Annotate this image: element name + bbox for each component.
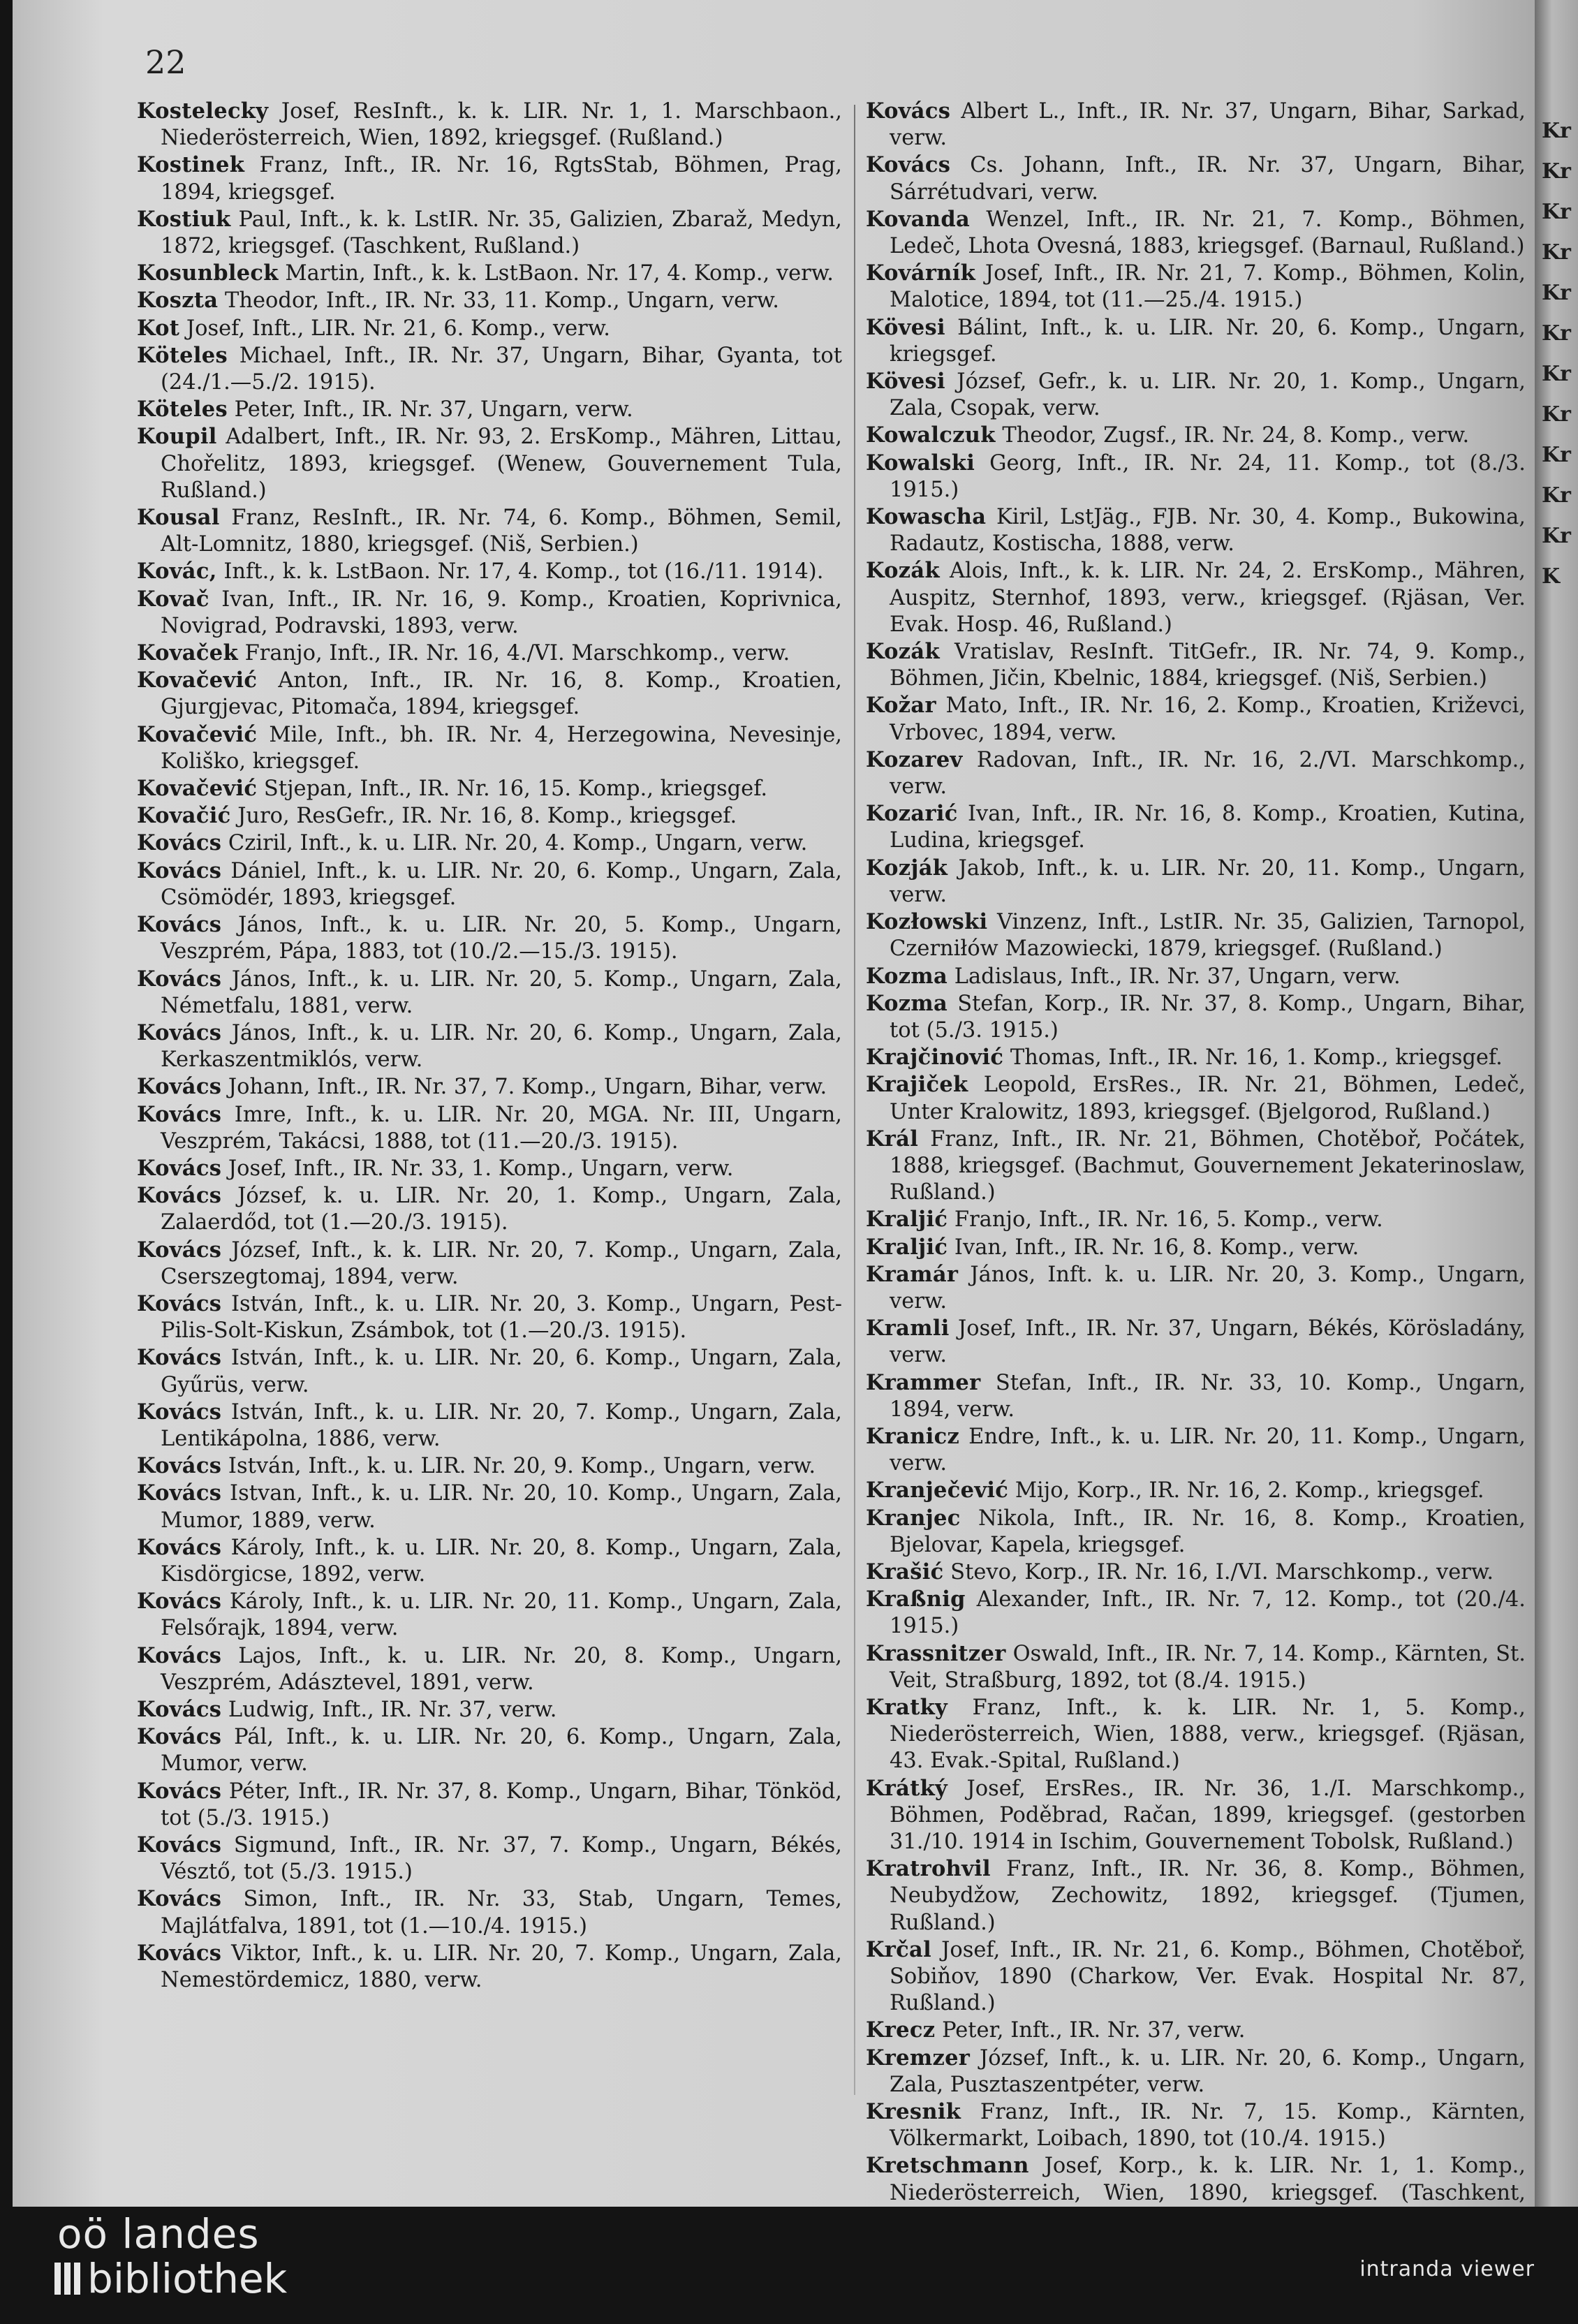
entry-surname: Krajčinović [866, 1045, 1004, 1071]
entry-details: Franz, Inft., IR. Nr. 7, 15. Komp., Kärnten, Völkermarkt, Loibach, 1890, tot (10./4. 1915.) [890, 2100, 1526, 2152]
directory-entry [137, 1290, 842, 1344]
entry-surname: Kowalski [866, 450, 975, 476]
directory-entry [137, 966, 842, 1020]
entry-details: Stevo, Korp., IR. Nr. 16, I./VI. Marschkomp., verw. [943, 1559, 1494, 1584]
entry-details: Istvan, Inft., k. u. LIR. Nr. 20, 10. Komp., Ungarn, Zala, Mumor, 1889, verw. [161, 1481, 842, 1533]
entry-details: Károly, Inft., k. u. LIR. Nr. 20, 11. Komp., Ungarn, Zala, Felsőrajk, 1894, verw. [161, 1589, 842, 1641]
directory-entry [137, 640, 842, 667]
entry-details: József, Inft., k. u. LIR. Nr. 20, 6. Komp., Ungarn, Zala, Pusztaszentpéter, verw. [890, 2045, 1526, 2097]
next-page-fragment: Kr [1542, 240, 1571, 265]
directory-entry [866, 909, 1526, 962]
entry-details: Peter, Inft., IR. Nr. 37, Ungarn, verw. [227, 397, 633, 422]
entry-details: Mijo, Korp., IR. Nr. 16, 2. Komp., kriegsgef. [1008, 1478, 1484, 1503]
directory-entry [137, 315, 842, 342]
entry-surname: Krammer [866, 1369, 981, 1395]
entry-details: Ivan, Inft., IR. Nr. 16, 8. Komp., Kroatien, Kutina, Ludina, kriegsgef. [890, 802, 1526, 853]
entry-surname: Kozma [866, 990, 948, 1016]
directory-entry [137, 858, 842, 911]
entry-surname: Kožar [866, 693, 936, 719]
entry-surname: Kovács [137, 1074, 222, 1100]
directory-entry [866, 855, 1526, 909]
entry-surname: Kozarić [866, 801, 958, 827]
directory-entry [866, 1586, 1526, 1640]
entry-surname: Kovács [137, 1399, 222, 1425]
entry-details: Josef, ResInft., k. k. LIR. Nr. 1, 1. Marschbaon., Niederösterreich, Wien, 1892, kriegsgef. (Rußland.) [161, 99, 842, 151]
entry-details: Oswald, Inft., IR. Nr. 7, 14. Komp., Kärnten, St. Veit, Straßburg, 1892, tot (8./4. 1915.) [890, 1641, 1526, 1693]
entry-details: István, Inft., k. u. LIR. Nr. 20, 3. Komp., Ungarn, Pest-Pilis-Solt-Kiskun, Zsámbok, tot (1.—20./3. 1915). [161, 1291, 842, 1344]
directory-entry [866, 1369, 1526, 1423]
directory-entry [866, 638, 1526, 692]
directory-entry [866, 1423, 1526, 1477]
entry-surname: Kovács [137, 1020, 222, 1045]
directory-entry [866, 2098, 1526, 2152]
logo-line2-row [54, 2255, 288, 2302]
directory-entry [866, 1477, 1526, 1504]
directory-entry [137, 1480, 842, 1534]
entry-surname: Kramár [866, 1261, 959, 1287]
entry-details: Adalbert, Inft., IR. Nr. 93, 2. ErsKomp., Mähren, Littau, Chořelitz, 1893, kriegsgef. (Wenew, Gouvernement Tula, Rußland.) [161, 425, 842, 503]
entry-surname: Král [866, 1126, 919, 1152]
entry-surname: Kranjec [866, 1505, 961, 1531]
directory-entry [866, 368, 1526, 422]
entry-surname: Kovác, [137, 559, 217, 584]
entry-surname: Kovačević [137, 721, 258, 747]
entry-surname: Köteles [137, 397, 228, 422]
directory-entry [137, 1642, 842, 1696]
directory-entry [137, 1832, 842, 1885]
scanned-page [13, 0, 1535, 2207]
directory-entry [866, 206, 1526, 260]
directory-entry [866, 1855, 1526, 1936]
entry-surname: Kratrohvil [866, 1856, 991, 1882]
entry-surname: Kovács [137, 858, 222, 883]
entry-details: Károly, Inft., k. u. LIR. Nr. 20, 8. Komp., Ungarn, Zala, Kisdörgicse, 1892, verw. [161, 1535, 842, 1587]
entry-surname: Kovács [137, 1886, 222, 1912]
entry-surname: Kraßnig [866, 1587, 966, 1612]
directory-entry [137, 504, 842, 558]
directory-entry [137, 1399, 842, 1452]
directory-entry [137, 721, 842, 775]
entry-details: Theodor, Inft., IR. Nr. 33, 11. Komp., Ungarn, verw. [218, 288, 779, 314]
entry-surname: Kovács [137, 1237, 222, 1263]
entry-details: Endre, Inft., k. u. LIR. Nr. 20, 11. Komp., Ungarn, verw. [890, 1424, 1526, 1476]
entry-details: István, Inft., k. u. LIR. Nr. 20, 6. Komp., Ungarn, Zala, Gyűrüs, verw. [161, 1346, 842, 1397]
next-page-fragment: Kr [1542, 443, 1571, 467]
entry-details: Juro, ResGefr., IR. Nr. 16, 8. Komp., kriegsgef. [230, 804, 737, 829]
entry-surname: Kozarev [866, 747, 963, 772]
entry-details: Dániel, Inft., k. u. LIR. Nr. 20, 6. Komp., Ungarn, Zala, Csömödér, 1893, kriegsgef. [161, 858, 842, 910]
directory-entry [137, 1155, 842, 1182]
directory-entry [866, 557, 1526, 638]
entry-details: Imre, Inft., k. u. LIR. Nr. 20, MGA. Nr. III, Ungarn, Veszprém, Takácsi, 1888, tot (11.—20./3. 1915). [161, 1102, 842, 1154]
entry-details: János, Inft. k. u. LIR. Nr. 20, 3. Komp., Ungarn, verw. [890, 1262, 1526, 1314]
next-page-fragment: Kr [1542, 483, 1571, 508]
directory-entry [866, 1126, 1526, 1207]
directory-entry [137, 1182, 842, 1236]
entry-details: Stefan, Inft., IR. Nr. 33, 10. Komp., Ungarn, 1894, verw. [890, 1370, 1526, 1422]
entry-details: Ivan, Inft., IR. Nr. 16, 8. Komp., verw. [947, 1235, 1359, 1260]
directory-entry [866, 422, 1526, 449]
directory-entry [866, 990, 1526, 1044]
entry-surname: Kovács [137, 1534, 222, 1560]
entry-details: Franz, Inft., IR. Nr. 16, RgtsStab, Böhmen, Prag, 1894, kriegsgef. [161, 153, 842, 205]
entry-surname: Kovačević [137, 668, 258, 693]
directory-entry [866, 1234, 1526, 1261]
entry-surname: Kranječević [866, 1478, 1009, 1503]
entry-details: József, Inft., k. k. LIR. Nr. 20, 7. Komp., Ungarn, Zala, Cserszegtomaj, 1894, verw. [161, 1237, 842, 1289]
directory-entry [137, 775, 842, 802]
directory-entry [137, 287, 842, 314]
directory-entry [137, 342, 842, 396]
entry-details: János, Inft., k. u. LIR. Nr. 20, 5. Komp., Ungarn, Zala, Németfalu, 1881, verw. [161, 966, 842, 1018]
entry-surname: Krašić [866, 1559, 944, 1584]
entry-surname: Kratky [866, 1694, 948, 1720]
entry-details: Anton, Inft., IR. Nr. 16, 8. Komp., Kroatien, Gjurgjevac, Pitomača, 1894, kriegsgef. [161, 668, 842, 720]
entry-details: Ludwig, Inft., IR. Nr. 37, verw. [221, 1697, 557, 1722]
directory-entry [137, 1237, 842, 1290]
next-page-fragment: Kr [1542, 119, 1571, 143]
directory-entry [866, 1640, 1526, 1694]
entry-surname: Kovačević [137, 776, 258, 802]
entry-surname: Kovač [137, 586, 209, 612]
entry-surname: Kovács [137, 1345, 222, 1371]
entry-surname: Kovács [137, 1589, 222, 1615]
entry-details: Pál, Inft., k. u. LIR. Nr. 20, 6. Komp., Ungarn, Zala, Mumor, verw. [161, 1725, 842, 1777]
directory-entry [866, 1505, 1526, 1559]
entry-details: Sigmund, Inft., IR. Nr. 37, 7. Komp., Ungarn, Békés, Vésztő, tot (5./3. 1915.) [161, 1833, 842, 1885]
next-page-fragment: Kr [1542, 524, 1571, 548]
directory-entry [866, 1775, 1526, 1856]
directory-entry [137, 1020, 842, 1073]
next-page-fragment: Kr [1542, 200, 1571, 224]
entry-details: Theodor, Zugsf., IR. Nr. 24, 8. Komp., verw. [995, 423, 1470, 448]
entry-surname: Kovács [137, 1480, 222, 1506]
directory-entry [137, 802, 842, 830]
directory-entry [137, 911, 842, 965]
directory-entry [866, 1315, 1526, 1369]
entry-surname: Köteles [137, 342, 228, 368]
entry-details: Vratislav, ResInft. TitGefr., IR. Nr. 74, 9. Komp., Böhmen, Jičin, Kbelnic, 1884, kriegsgef. (Niš, Serbien.) [890, 640, 1526, 691]
directory-entry [137, 396, 842, 423]
entry-details: Péter, Inft., IR. Nr. 37, 8. Komp., Ungarn, Bihar, Tönköd, tot (5./3. 1915.) [161, 1779, 842, 1830]
entry-surname: Kowalczuk [866, 422, 996, 448]
directory-entry [866, 2017, 1526, 2044]
entry-surname: Kranicz [866, 1423, 960, 1449]
entry-surname: Kovačić [137, 803, 231, 829]
entry-details: József, k. u. LIR. Nr. 20, 1. Komp., Ungarn, Zala, Zalaerdőd, tot (1.—20./3. 1915). [161, 1184, 842, 1235]
entry-surname: Kousal [137, 505, 220, 531]
directory-entry [137, 1696, 842, 1723]
entry-surname: Kremzer [866, 2045, 971, 2071]
column-divider [854, 105, 855, 2095]
entry-surname: Kovács [137, 966, 222, 992]
directory-entry [866, 1261, 1526, 1315]
entry-details: Josef, ErsRes., IR. Nr. 36, 1./I. Marschkomp., Böhmen, Poděbrad, Račan, 1899, kriegsgef. (gestorben 31./10. 1914 in Ischim, Gouvernement Tobolsk, Rußland.) [890, 1776, 1526, 1854]
entry-surname: Kovács [137, 1696, 222, 1722]
viewer-label[interactable]: intranda viewer [1359, 2257, 1535, 2281]
entry-details: Bálint, Inft., k. u. LIR. Nr. 20, 6. Komp., Ungarn, kriegsgef. [890, 315, 1526, 367]
directory-entry [866, 1559, 1526, 1586]
entry-surname: Kozłowski [866, 909, 988, 935]
entry-surname: Krassnitzer [866, 1640, 1006, 1666]
entry-details: Kiril, LstJäg., FJB. Nr. 30, 4. Komp., Bukowina, Radautz, Kostischa, 1888, verw. [890, 505, 1526, 557]
entry-details: Josef, Korp., k. k. LIR. Nr. 1, 1. Komp., Niederösterreich, Wien, 1890, kriegsgef. (Taschkent, [890, 2154, 1526, 2205]
entry-details: Alois, Inft., k. k. LIR. Nr. 24, 2. ErsKomp., Mähren, Auspitz, Sternhof, 1893, verw., kriegsgef. (Rjäsan, Ver. Evak. Hosp. 46, Rußland.) [890, 559, 1526, 637]
entry-details: Josef, Inft., IR. Nr. 33, 1. Komp., Ungarn, verw. [221, 1156, 734, 1181]
directory-entry [137, 1344, 842, 1398]
next-page-fragment: Kr [1542, 362, 1571, 386]
entry-surname: Kozma [866, 963, 948, 989]
entry-surname: Kozják [866, 855, 948, 881]
directory-entry [866, 1071, 1526, 1125]
entry-details: Vinzenz, Inft., LstIR. Nr. 35, Galizien, Tarnopol, Czerniłów Mazowiecki, 1879, kriegsgef. (Rußland.) [890, 910, 1526, 962]
entry-details: Josef, Inft., LIR. Nr. 21, 6. Komp., verw. [179, 316, 610, 341]
directory-entry [137, 1534, 842, 1588]
entry-details: István, Inft., k. u. LIR. Nr. 20, 9. Komp., Ungarn, verw. [221, 1454, 816, 1479]
entry-details: Martin, Inft., k. k. LstBaon. Nr. 17, 4. Komp., verw. [278, 261, 834, 286]
library-logo[interactable] [54, 2210, 288, 2302]
entry-details: Alexander, Inft., IR. Nr. 7, 12. Komp., tot (20./4. 1915.) [890, 1587, 1526, 1639]
right-column [866, 98, 1526, 2233]
entry-surname: Kovács [866, 98, 951, 124]
entry-details: Peter, Inft., IR. Nr. 37, verw. [935, 2018, 1246, 2043]
directory-entry [866, 1044, 1526, 1071]
entry-details: Josef, Inft., IR. Nr. 37, Ungarn, Békés, Körösladány, verw. [890, 1316, 1526, 1368]
entry-details: Albert L., Inft., IR. Nr. 37, Ungarn, Bihar, Sarkad, verw. [890, 99, 1526, 151]
entry-details: Simon, Inft., IR. Nr. 33, Stab, Ungarn, Temes, Majlátfalva, 1891, tot (1.—10./4. 1915.) [161, 1887, 842, 1939]
entry-details: Franjo, Inft., IR. Nr. 16, 4./VI. Marschkomp., verw. [237, 641, 790, 666]
directory-entry [137, 260, 842, 287]
directory-entry [866, 1206, 1526, 1233]
next-page-fragment: Kr [1542, 281, 1571, 305]
entry-surname: Kramli [866, 1316, 950, 1341]
directory-entry [137, 98, 842, 152]
entry-surname: Kovács [137, 1778, 222, 1804]
entry-surname: Kovács [137, 830, 222, 856]
entry-details: Josef, Inft., IR. Nr. 21, 6. Komp., Böhmen, Chotěboř, Sobiňov, 1890 (Charkow, Ver. Evak. Hospital Nr. 87, Rußland.) [890, 1937, 1526, 2016]
directory-entry [866, 747, 1526, 800]
entry-surname: Kostiuk [137, 206, 231, 232]
entry-details: Nikola, Inft., IR. Nr. 16, 8. Komp., Kroatien, Bjelovar, Kapela, kriegsgef. [890, 1506, 1526, 1557]
entry-surname: Krecz [866, 2017, 936, 2043]
entry-details: János, Inft., k. u. LIR. Nr. 20, 5. Komp., Ungarn, Veszprém, Pápa, 1883, tot (10./2.—15./3. 1915). [161, 913, 842, 964]
directory-entry [137, 1101, 842, 1155]
directory-entry [866, 450, 1526, 503]
directory-entry [866, 963, 1526, 990]
entry-details: Franz, Inft., IR. Nr. 21, Böhmen, Chotěboř, Počátek, 1888, kriegsgef. (Bachmut, Gouvernement Jekaterinoslaw, Rußland.) [890, 1126, 1526, 1205]
entry-surname: Kosunbleck [137, 260, 279, 286]
left-column [137, 98, 842, 1994]
entry-details: Mile, Inft., bh. IR. Nr. 4, Herzegowina, Nevesinje, Koliško, kriegsgef. [161, 722, 842, 774]
entry-surname: Kovárník [866, 260, 976, 286]
next-page-fragment: Kr [1542, 402, 1571, 427]
entry-surname: Kovács [137, 1183, 222, 1209]
entry-details: Cziril, Inft., k. u. LIR. Nr. 20, 4. Komp., Ungarn, verw. [221, 831, 808, 856]
entry-surname: Kovács [137, 1642, 222, 1668]
directory-entry [137, 1073, 842, 1101]
entry-surname: Kovács [137, 1940, 222, 1966]
directory-entry [137, 830, 842, 857]
entry-surname: Kövesi [866, 369, 945, 395]
page-number: 22 [145, 43, 186, 81]
directory-entry [866, 800, 1526, 854]
entry-details: István, Inft., k. u. LIR. Nr. 20, 7. Komp., Ungarn, Zala, Lentikápolna, 1886, verw. [161, 1399, 842, 1451]
directory-entry [866, 152, 1526, 205]
entry-details: Ladislaus, Inft., IR. Nr. 37, Ungarn, verw. [947, 964, 1401, 989]
directory-entry [866, 503, 1526, 557]
directory-entry [866, 1694, 1526, 1775]
entry-surname: Kovács [137, 1155, 222, 1181]
entry-surname: Kozák [866, 639, 940, 665]
entry-details: Johann, Inft., IR. Nr. 37, 7. Komp., Ungarn, Bihar, verw. [221, 1075, 827, 1100]
directory-entry [137, 1940, 842, 1994]
entry-details: József, Gefr., k. u. LIR. Nr. 20, 1. Komp., Ungarn, Zala, Csopak, verw. [890, 369, 1526, 421]
logo-line1: oö landes [57, 2210, 260, 2258]
entry-details: Leopold, ErsRes., IR. Nr. 21, Böhmen, Ledeč, Unter Kralowitz, 1893, kriegsgef. (Bjelgorod, Rußland.) [890, 1073, 1526, 1124]
directory-entry [866, 260, 1526, 314]
entry-details: Franjo, Inft., IR. Nr. 16, 5. Komp., verw. [947, 1207, 1383, 1233]
directory-entry [137, 1452, 842, 1480]
entry-details: Jakob, Inft., k. u. LIR. Nr. 20, 11. Komp., Ungarn, verw. [890, 855, 1526, 907]
entry-surname: Kostinek [137, 152, 245, 178]
directory-entry [137, 152, 842, 205]
entry-surname: Kowascha [866, 504, 987, 530]
logo-line2: bibliothek [87, 2255, 288, 2302]
entry-surname: Koupil [137, 424, 217, 450]
entry-details: Franz, ResInft., IR. Nr. 74, 6. Komp., Böhmen, Semil, Alt-Lomnitz, 1880, kriegsgef. (Niš, Serbien.) [161, 506, 842, 557]
entry-surname: Kovács [137, 1724, 222, 1750]
directory-entry [137, 1588, 842, 1642]
directory-entry [866, 98, 1526, 152]
entry-surname: Kovanda [866, 206, 971, 232]
directory-entry [137, 558, 842, 585]
entry-details: Georg, Inft., IR. Nr. 24, 11. Komp., tot (8./3. 1915.) [890, 450, 1526, 502]
entry-surname: Kovács [137, 1453, 222, 1479]
entry-surname: Kretschmann [866, 2153, 1029, 2179]
entry-surname: Kraljić [866, 1234, 948, 1260]
entry-details: Josef, Inft., IR. Nr. 21, 7. Komp., Böhmen, Kolin, Malotice, 1894, tot (11.—25./4. 1915.) [890, 261, 1526, 313]
entry-surname: Krajiček [866, 1072, 968, 1098]
entry-surname: Kostelecky [137, 98, 269, 124]
entry-details: Thomas, Inft., IR. Nr. 16, 1. Komp., kriegsgef. [1003, 1045, 1503, 1071]
directory-entry [137, 586, 842, 640]
directory-entry [137, 206, 842, 260]
entry-details: Stjepan, Inft., IR. Nr. 16, 15. Komp., kriegsgef. [257, 777, 768, 802]
directory-entry [137, 423, 842, 504]
directory-entry [866, 2045, 1526, 2098]
entry-details: Ivan, Inft., IR. Nr. 16, 9. Komp., Kroatien, Koprivnica, Novigrad, Podravski, 1893, verw. [161, 587, 842, 638]
entry-surname: Kövesi [866, 314, 945, 340]
directory-entry [137, 1885, 842, 1939]
entry-surname: Kovács [137, 912, 222, 938]
entry-surname: Kovács [866, 152, 951, 178]
entry-surname: Kovács [137, 1290, 222, 1316]
entry-details: Michael, Inft., IR. Nr. 37, Ungarn, Bihar, Gyanta, tot (24./1.—5./2. 1915). [161, 343, 842, 395]
entry-details: János, Inft., k. u. LIR. Nr. 20, 6. Komp., Ungarn, Zala, Kerkaszentmiklós, verw. [161, 1020, 842, 1073]
entry-surname: Kot [137, 315, 180, 341]
directory-entry [137, 1778, 842, 1832]
entry-details: Franz, Inft., IR. Nr. 36, 8. Komp., Böhmen, Neubydžow, Zechowitz, 1892, kriegsgef. (Tjumen, Rußland.) [890, 1857, 1526, 1935]
entry-details: Wenzel, Inft., IR. Nr. 21, 7. Komp., Böhmen, Ledeč, Lhota Ovesná, 1883, kriegsgef. (Barnaul, Rußland.) [890, 207, 1526, 259]
next-page-fragment: K [1542, 564, 1561, 589]
entry-details: Viktor, Inft., k. u. LIR. Nr. 20, 7. Komp., Ungarn, Zala, Nemestördemicz, 1880, verw. [161, 1941, 842, 1993]
entry-surname: Koszta [137, 288, 219, 314]
next-page-fragment: Kr [1542, 159, 1571, 184]
entry-surname: Kraljić [866, 1207, 948, 1233]
next-page-fragment: Kr [1542, 321, 1571, 346]
entry-surname: Kozák [866, 558, 940, 584]
entry-details: Lajos, Inft., k. u. LIR. Nr. 20, 8. Komp., Ungarn, Veszprém, Adásztevel, 1891, verw. [161, 1643, 842, 1695]
entry-details: Radovan, Inft., IR. Nr. 16, 2./VI. Marschkomp., verw. [890, 747, 1526, 800]
directory-entry [866, 1936, 1526, 2017]
directory-entry [866, 314, 1526, 368]
entry-details: Inft., k. k. LstBaon. Nr. 17, 4. Komp., tot (16./11. 1914). [216, 559, 824, 584]
entry-surname: Kovács [137, 1101, 222, 1127]
directory-entry [866, 692, 1526, 746]
next-page-edge [1535, 0, 1578, 2207]
entry-surname: Krátký [866, 1775, 948, 1801]
entry-surname: Krčal [866, 1936, 931, 1962]
entry-details: Stefan, Korp., IR. Nr. 37, 8. Komp., Ungarn, Bihar, tot (5./3. 1915.) [890, 991, 1526, 1043]
entry-details: Mato, Inft., IR. Nr. 16, 2. Komp., Kroatien, Križevci, Vrbovec, 1894, verw. [890, 693, 1526, 745]
entry-surname: Kovaček [137, 640, 238, 666]
directory-entry [137, 667, 842, 721]
directory-entry [137, 1723, 842, 1777]
entry-details: Paul, Inft., k. k. LstIR. Nr. 35, Galizien, Zbaraž, Medyn, 1872, kriegsgef. (Taschkent, Rußland.) [161, 207, 842, 259]
logo-bars-icon [54, 2263, 80, 2295]
entry-surname: Kresnik [866, 2099, 961, 2125]
entry-details: Cs. Johann, Inft., IR. Nr. 37, Ungarn, Bihar, Sárrétudvari, verw. [890, 153, 1526, 205]
entry-details: Franz, Inft., k. k. LIR. Nr. 1, 5. Komp., Niederösterreich, Wien, 1888, verw., kriegsgef. (Rjäsan, 43. Evak.-Spital, Rußland.) [890, 1695, 1526, 1774]
entry-surname: Kovács [137, 1832, 222, 1858]
